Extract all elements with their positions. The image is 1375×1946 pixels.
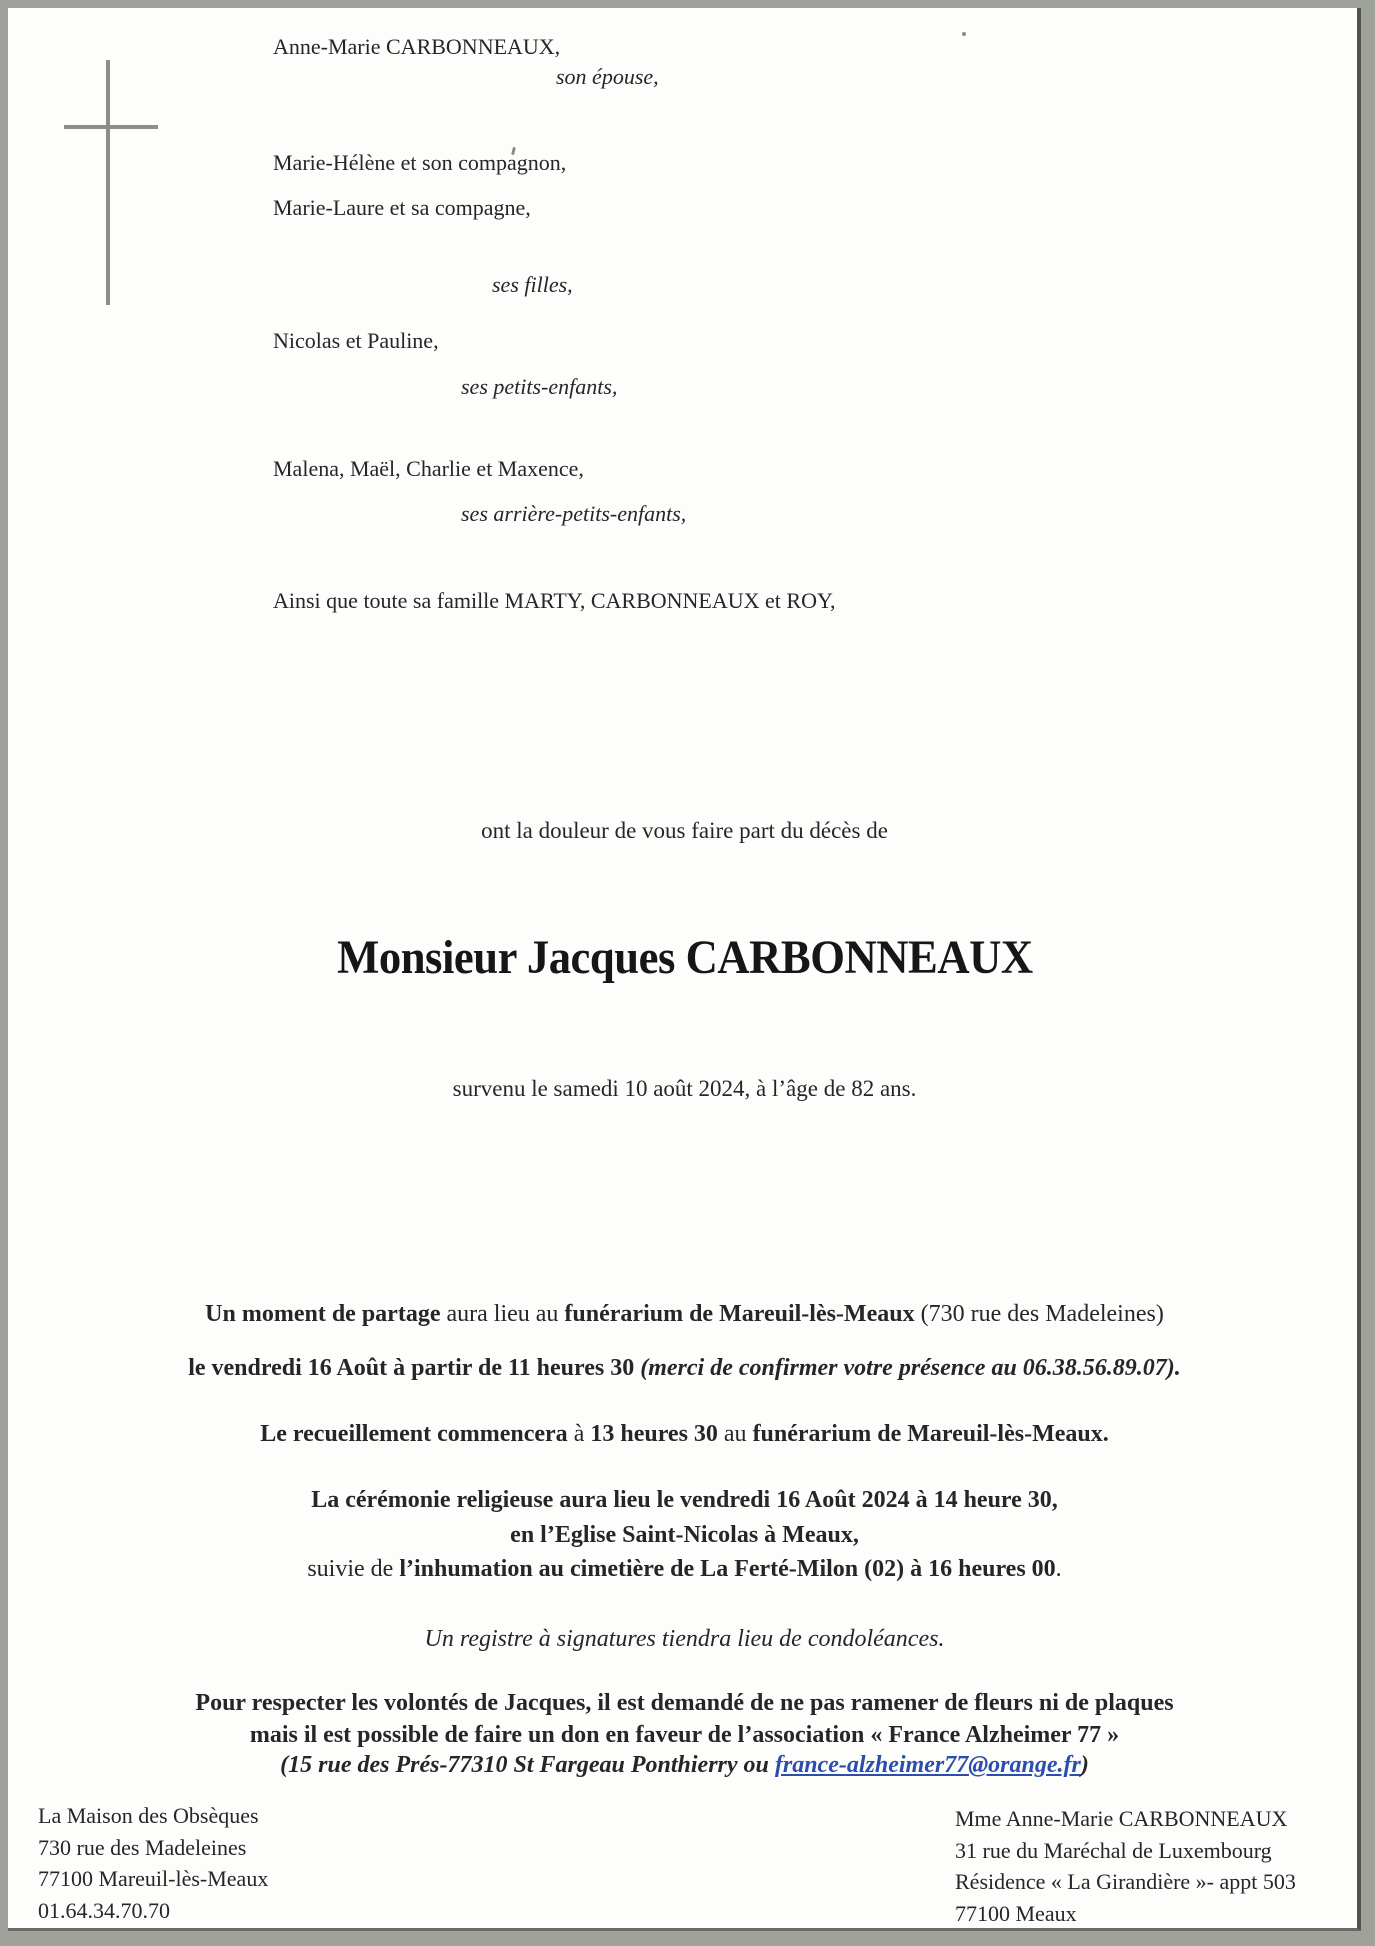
cross-icon-horizontal [64,125,158,129]
text-segment: funérarium de Mareuil-lès-Meaux [564,1301,915,1327]
great-grandchildren-role-label: ses arrière-petits-enfants, [461,501,687,526]
grandchildren-line: Nicolas et Pauline, [273,328,439,353]
text-segment: au [717,1421,753,1447]
email-link[interactable]: france-alzheimer77@orange.fr [774,1752,1081,1778]
intro-line: ont la douleur de vous faire part du décès de [481,818,888,843]
funeral-home-phone: 01.64.34.70.70 [38,1897,170,1923]
funeral-home-name: La Maison des Obsèques [38,1803,259,1828]
donation-line-1: Pour respecter les volontés de Jacques, il est demandé de ne pas ramener de fleurs ni de plaques [195,1690,1174,1716]
funeral-home-street: 730 rue des Madeleines [38,1834,247,1860]
daughter-line-2: Marie-Laure et sa compagne, [273,195,531,220]
text-segment: suivie de [307,1556,400,1582]
widow-residence: Résidence « La Girandière »- appt 503 [955,1869,1296,1894]
daughter-line-1: Marie-Hélène et son compagnon, [273,150,567,175]
text-segment: l’inhumation au cimetière de La Ferté-Milon (02) à 16 heures 00 [399,1556,1056,1582]
text-segment: funérarium de Mareuil-lès-Meaux. [752,1421,1109,1447]
religious-ceremony-line: La cérémonie religieuse aura lieu le vendredi 16 Août 2024 à 14 heure 30, [311,1487,1058,1513]
spouse-name-line: Anne-Marie CARBONNEAUX, [273,34,561,59]
widow-city: 77100 Meaux [955,1900,1077,1926]
text-segment: 13 heures 30 [590,1421,718,1447]
death-date-line: survenu le samedi 10 août 2024, à l’âge de 82 ans. [452,1076,917,1101]
text-segment: aura lieu au [440,1301,565,1327]
gathering-line [8,1421,1361,1448]
text-segment: (15 rue des Prés-77310 St Fargeau Ponthierry ou [280,1752,775,1778]
text-segment: ) [1080,1752,1089,1778]
text-segment: . [1055,1556,1062,1582]
text-segment: Un moment de partage [205,1301,441,1327]
daughters-role-label: ses filles, [492,272,573,297]
widow-street: 31 rue du Maréchal de Luxembourg [955,1837,1272,1863]
whole-family-line: Ainsi que toute sa famille MARTY, CARBONNEAUX et ROY, [273,588,836,613]
register-line: Un registre à signatures tiendra lieu de condoléances. [424,1626,945,1652]
spouse-role-label: son épouse, [556,64,659,89]
grandchildren-role-label: ses petits-enfants, [461,374,618,399]
cross-icon-vertical [106,60,110,305]
funeral-home-city: 77100 Mareuil-lès-Meaux [38,1866,269,1891]
deceased-name-text: Monsieur Jacques CARBONNEAUX [336,931,1033,984]
text-segment: (730 rue des Madeleines) [914,1301,1164,1327]
text-segment: à [567,1421,591,1447]
text-segment: le vendredi 16 Août à partir de 11 heures 30 [188,1355,641,1381]
text-segment: (merci de confirmer votre présence au 06.38.56.89.07). [640,1355,1181,1381]
scan-speck [962,32,966,36]
burial-line [8,1556,1361,1583]
funeral-home-block [38,1800,268,1926]
donation-line-2: mais il est possible de faire un don en faveur de l’association « France Alzheimer 77 » [249,1722,1120,1748]
deceased-name-title [8,930,1361,985]
donation-address-line [8,1752,1361,1779]
sharing-moment-line [8,1301,1361,1328]
widow-name: Mme Anne-Marie CARBONNEAUX [955,1806,1288,1831]
church-line: en l’Eglise Saint-Nicolas à Meaux, [510,1522,859,1548]
text-segment: Le recueillement commencera [260,1421,568,1447]
widow-address-block [955,1803,1296,1929]
great-grandchildren-line: Malena, Maël, Charlie et Maxence, [273,456,584,481]
sharing-date-line [8,1355,1361,1382]
